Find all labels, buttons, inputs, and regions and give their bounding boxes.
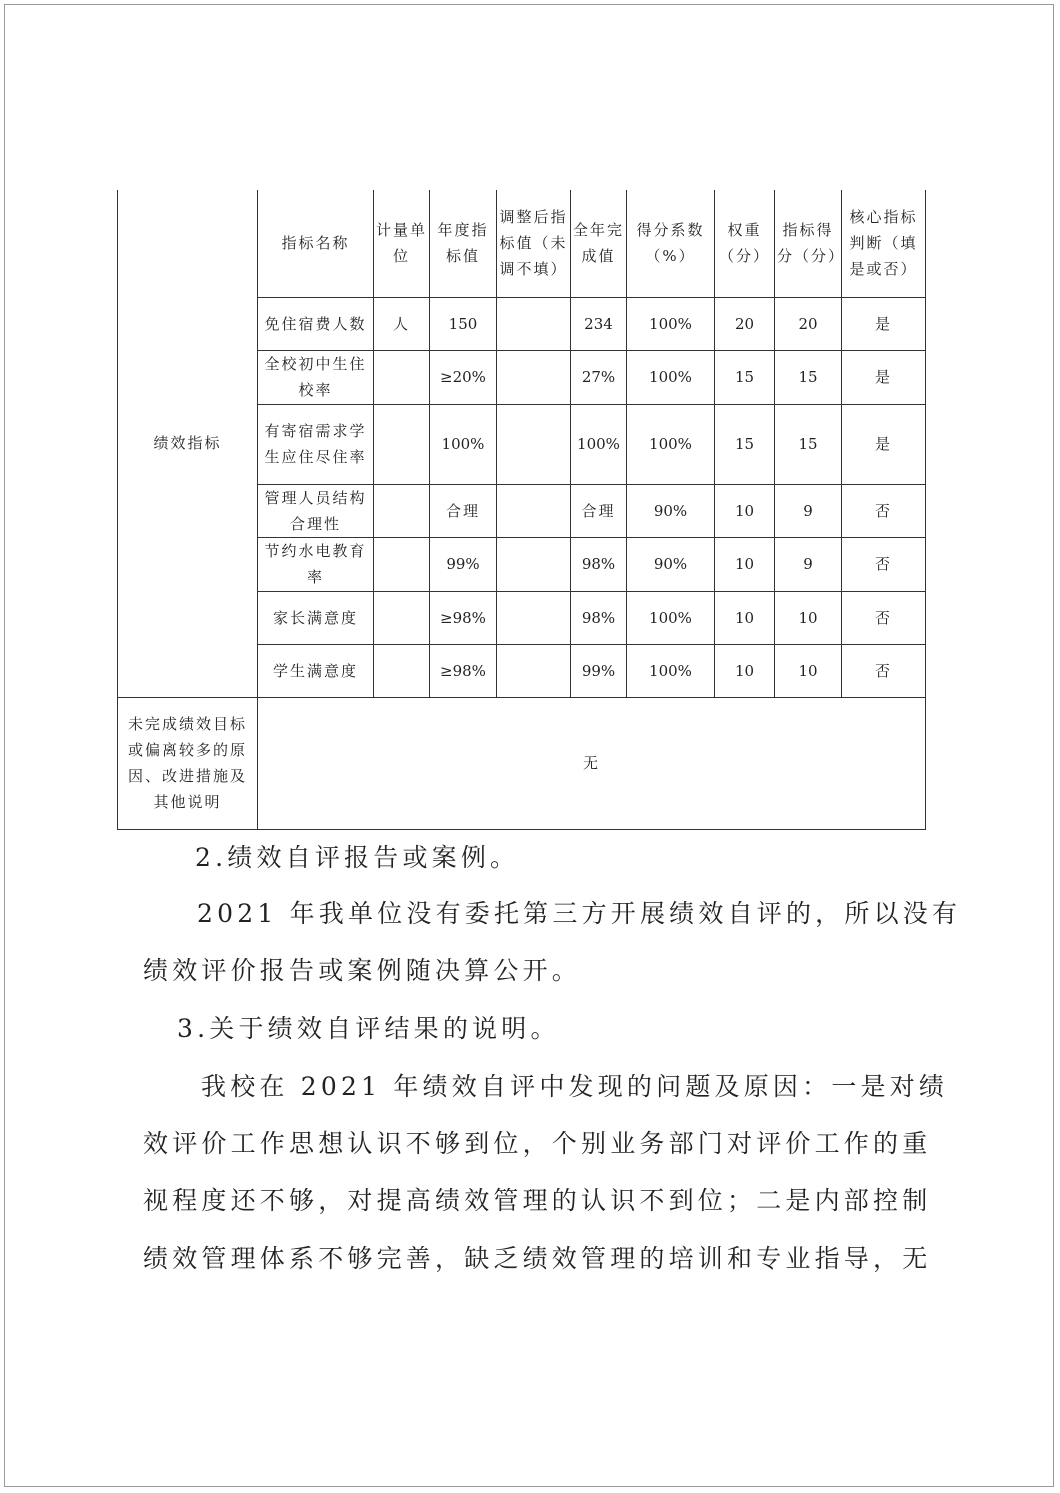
cell-core: 否 bbox=[842, 591, 926, 644]
cell-name: 管理人员结构合理性 bbox=[258, 484, 374, 537]
cell-unit bbox=[374, 404, 430, 484]
cell-annual-target: ≥98% bbox=[430, 644, 497, 697]
table-footer-row bbox=[118, 697, 926, 829]
cell-unit bbox=[374, 591, 430, 644]
cell-name: 免住宿费人数 bbox=[258, 297, 374, 350]
cell-core: 否 bbox=[842, 484, 926, 537]
header-core: 核心指标判断（填是或否） bbox=[842, 190, 926, 297]
category-label: 绩效指标 bbox=[118, 190, 258, 697]
cell-coefficient: 100% bbox=[627, 644, 715, 697]
paragraph-1-line-2: 绩效评价报告或案例随决算公开。 bbox=[143, 956, 582, 985]
cell-coefficient: 90% bbox=[627, 537, 715, 591]
cell-adjusted-target bbox=[497, 484, 571, 537]
cell-actual: 98% bbox=[571, 537, 627, 591]
cell-name: 节约水电教育率 bbox=[258, 537, 374, 591]
cell-coefficient: 100% bbox=[627, 404, 715, 484]
cell-name: 家长满意度 bbox=[258, 591, 374, 644]
paragraph-2-line-3: 视程度还不够，对提高绩效管理的认识不到位；二是内部控制 bbox=[143, 1186, 932, 1215]
cell-score: 20 bbox=[775, 297, 842, 350]
cell-score: 9 bbox=[775, 537, 842, 591]
paragraph-2-line-1: 我校在 2021 年绩效自评中发现的问题及原因：一是对绩 bbox=[201, 1072, 949, 1101]
cell-annual-target: ≥98% bbox=[430, 591, 497, 644]
cell-core: 是 bbox=[842, 350, 926, 404]
cell-actual: 合理 bbox=[571, 484, 627, 537]
cell-core: 是 bbox=[842, 297, 926, 350]
cell-adjusted-target bbox=[497, 644, 571, 697]
paragraph-2-line-4: 绩效管理体系不够完善，缺乏绩效管理的培训和专业指导，无 bbox=[143, 1244, 932, 1273]
cell-score: 15 bbox=[775, 350, 842, 404]
cell-annual-target: 99% bbox=[430, 537, 497, 591]
cell-weight: 10 bbox=[715, 484, 775, 537]
cell-unit bbox=[374, 484, 430, 537]
cell-adjusted-target bbox=[497, 350, 571, 404]
header-weight: 权重（分） bbox=[715, 190, 775, 297]
cell-adjusted-target bbox=[497, 591, 571, 644]
cell-adjusted-target bbox=[497, 537, 571, 591]
cell-actual: 98% bbox=[571, 591, 627, 644]
cell-weight: 10 bbox=[715, 591, 775, 644]
header-name: 指标名称 bbox=[258, 190, 374, 297]
cell-unit bbox=[374, 350, 430, 404]
section-heading-2: 2.绩效自评报告或案例。 bbox=[195, 843, 520, 872]
cell-adjusted-target bbox=[497, 297, 571, 350]
footer-label: 未完成绩效目标或偏离较多的原因、改进措施及其他说明 bbox=[118, 697, 258, 829]
header-score: 指标得分（分） bbox=[775, 190, 842, 297]
footer-value: 无 bbox=[258, 697, 926, 829]
performance-indicator-table bbox=[117, 190, 926, 830]
cell-core: 否 bbox=[842, 537, 926, 591]
header-adjusted-target: 调整后指标值（未调不填） bbox=[497, 190, 571, 297]
cell-score: 10 bbox=[775, 644, 842, 697]
cell-unit bbox=[374, 644, 430, 697]
cell-coefficient: 90% bbox=[627, 484, 715, 537]
table-header-row bbox=[118, 190, 926, 297]
cell-annual-target: 合理 bbox=[430, 484, 497, 537]
cell-core: 否 bbox=[842, 644, 926, 697]
cell-weight: 10 bbox=[715, 644, 775, 697]
cell-annual-target: 150 bbox=[430, 297, 497, 350]
cell-name: 全校初中生住校率 bbox=[258, 350, 374, 404]
header-actual: 全年完成值 bbox=[571, 190, 627, 297]
cell-weight: 20 bbox=[715, 297, 775, 350]
section-heading-3: 3.关于绩效自评结果的说明。 bbox=[177, 1014, 560, 1043]
cell-actual: 234 bbox=[571, 297, 627, 350]
cell-actual: 99% bbox=[571, 644, 627, 697]
cell-coefficient: 100% bbox=[627, 350, 715, 404]
cell-unit: 人 bbox=[374, 297, 430, 350]
cell-unit bbox=[374, 537, 430, 591]
cell-coefficient: 100% bbox=[627, 591, 715, 644]
cell-actual: 27% bbox=[571, 350, 627, 404]
cell-weight: 15 bbox=[715, 404, 775, 484]
cell-score: 15 bbox=[775, 404, 842, 484]
header-unit: 计量单位 bbox=[374, 190, 430, 297]
cell-score: 9 bbox=[775, 484, 842, 537]
cell-annual-target: ≥20% bbox=[430, 350, 497, 404]
paragraph-1-line-1: 2021 年我单位没有委托第三方开展绩效自评的，所以没有 bbox=[197, 899, 962, 928]
cell-annual-target: 100% bbox=[430, 404, 497, 484]
cell-weight: 15 bbox=[715, 350, 775, 404]
cell-weight: 10 bbox=[715, 537, 775, 591]
cell-name: 有寄宿需求学生应住尽住率 bbox=[258, 404, 374, 484]
cell-core: 是 bbox=[842, 404, 926, 484]
paragraph-2-line-2: 效评价工作思想认识不够到位，个别业务部门对评价工作的重 bbox=[143, 1129, 932, 1158]
cell-coefficient: 100% bbox=[627, 297, 715, 350]
cell-score: 10 bbox=[775, 591, 842, 644]
header-annual-target: 年度指标值 bbox=[430, 190, 497, 297]
cell-actual: 100% bbox=[571, 404, 627, 484]
cell-adjusted-target bbox=[497, 404, 571, 484]
header-coefficient: 得分系数（%） bbox=[627, 190, 715, 297]
cell-name: 学生满意度 bbox=[258, 644, 374, 697]
